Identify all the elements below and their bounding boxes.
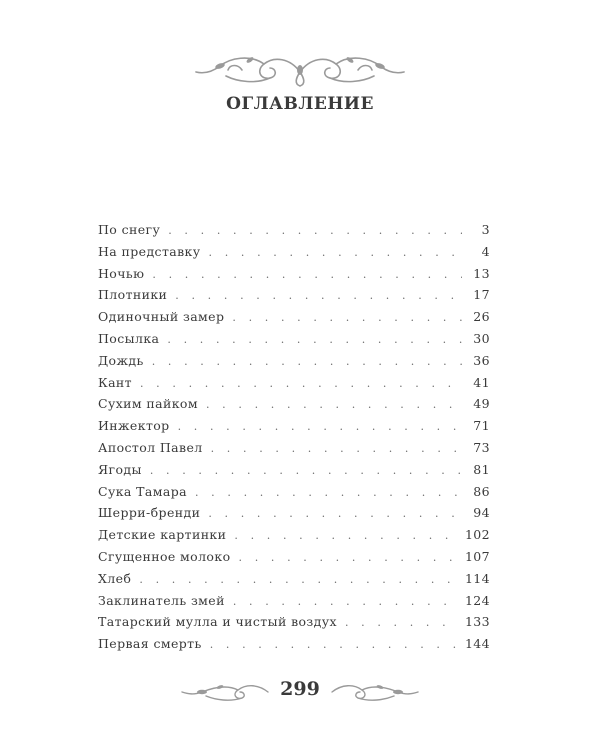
toc-entry-page: 81: [473, 461, 490, 477]
toc-dot-leader: [345, 616, 459, 629]
toc-entry: [98, 636, 490, 658]
toc-entry-title: На представку: [98, 243, 201, 259]
toc-entry-title: Одиночный замер: [98, 309, 225, 325]
toc-entry-page: 133: [464, 614, 490, 630]
toc-entry-title: Первая смерть: [98, 636, 202, 652]
toc-entry-title: Апостол Павел: [98, 439, 203, 455]
toc-entry-page: 36: [473, 352, 490, 368]
toc-entry: [98, 266, 490, 288]
toc-entry-title: Дождь: [98, 352, 144, 368]
toc-entry-title: Плотники: [98, 287, 168, 303]
toc-entry: [98, 571, 490, 593]
toc-entry: [98, 396, 490, 418]
toc-dot-leader: [239, 551, 459, 564]
toc-entry: [98, 222, 490, 244]
toc-dot-leader: [210, 638, 459, 651]
toc-dot-leader: [211, 442, 462, 455]
toc-entry: [98, 549, 490, 571]
table-of-contents: [98, 222, 490, 658]
toc-entry: [98, 440, 490, 462]
toc-entry-page: 107: [464, 548, 490, 564]
toc-entry-title: Ягоды: [98, 461, 142, 477]
toc-entry: [98, 527, 490, 549]
toc-entry-page: 144: [464, 636, 490, 652]
toc-dot-leader: [233, 595, 459, 608]
toc-entry-page: 102: [464, 527, 490, 543]
toc-dot-leader: [168, 224, 462, 237]
toc-entry-page: 71: [473, 418, 490, 434]
toc-entry-page: 86: [473, 483, 490, 499]
toc-entry-page: 13: [473, 265, 490, 281]
toc-entry: [98, 462, 490, 484]
page-footer: [180, 674, 420, 710]
toc-dot-leader: [152, 355, 462, 368]
toc-dot-leader: [232, 311, 462, 324]
footer-flourish-right-icon: [330, 682, 420, 702]
toc-entry-title: Кант: [98, 374, 132, 390]
toc-entry: [98, 309, 490, 331]
toc-entry-page: 49: [473, 396, 490, 412]
toc-dot-leader: [208, 507, 462, 520]
toc-dot-leader: [139, 573, 459, 586]
page-title: ОГЛАВЛЕНИЕ: [226, 94, 374, 114]
toc-entry-page: 94: [473, 505, 490, 521]
toc-entry-title: Ночью: [98, 265, 145, 281]
toc-entry-page: 41: [473, 374, 490, 390]
toc-entry-page: 3: [481, 222, 490, 237]
toc-entry: [98, 375, 490, 397]
toc-entry-page: 17: [473, 287, 490, 303]
toc-dot-leader: [175, 289, 462, 302]
toc-entry-title: Заклинатель змей: [98, 592, 225, 608]
toc-entry-page: 4: [481, 243, 490, 259]
toc-entry-title: Инжектор: [98, 418, 170, 434]
toc-entry: [98, 353, 490, 375]
toc-dot-leader: [195, 486, 462, 499]
toc-entry-title: Хлеб: [98, 570, 132, 586]
toc-dot-leader: [150, 464, 462, 477]
toc-entry-title: Шерри-бренди: [98, 505, 201, 521]
toc-entry: [98, 244, 490, 266]
toc-dot-leader: [178, 420, 462, 433]
toc-entry: [98, 505, 490, 527]
toc-dot-leader: [140, 377, 462, 390]
toc-entry-page: 124: [464, 592, 490, 608]
toc-entry: [98, 593, 490, 615]
toc-entry-title: Сухим пайком: [98, 396, 198, 412]
page-number: 299: [280, 678, 320, 700]
toc-dot-leader: [152, 268, 462, 281]
toc-entry-page: 114: [464, 570, 490, 586]
toc-dot-leader: [206, 398, 462, 411]
toc-entry-title: Сука Тамара: [98, 483, 187, 499]
flourish-ornament-icon: [190, 50, 410, 90]
toc-dot-leader: [234, 529, 459, 542]
toc-dot-leader: [209, 246, 462, 259]
toc-entry: [98, 418, 490, 440]
toc-entry-page: 73: [473, 439, 490, 455]
toc-entry-page: 26: [473, 309, 490, 325]
toc-entry-title: Татарский мулла и чистый воздух: [98, 614, 337, 630]
toc-entry: [98, 331, 490, 353]
toc-entry: [98, 287, 490, 309]
toc-entry-title: Детские картинки: [98, 527, 227, 543]
toc-entry-title: Сгущенное молоко: [98, 548, 231, 564]
toc-entry: [98, 614, 490, 636]
toc-entry-page: 30: [473, 330, 490, 346]
toc-dot-leader: [167, 333, 462, 346]
toc-entry: [98, 484, 490, 506]
toc-entry-title: По снегу: [98, 222, 161, 237]
toc-entry-title: Посылка: [98, 330, 160, 346]
